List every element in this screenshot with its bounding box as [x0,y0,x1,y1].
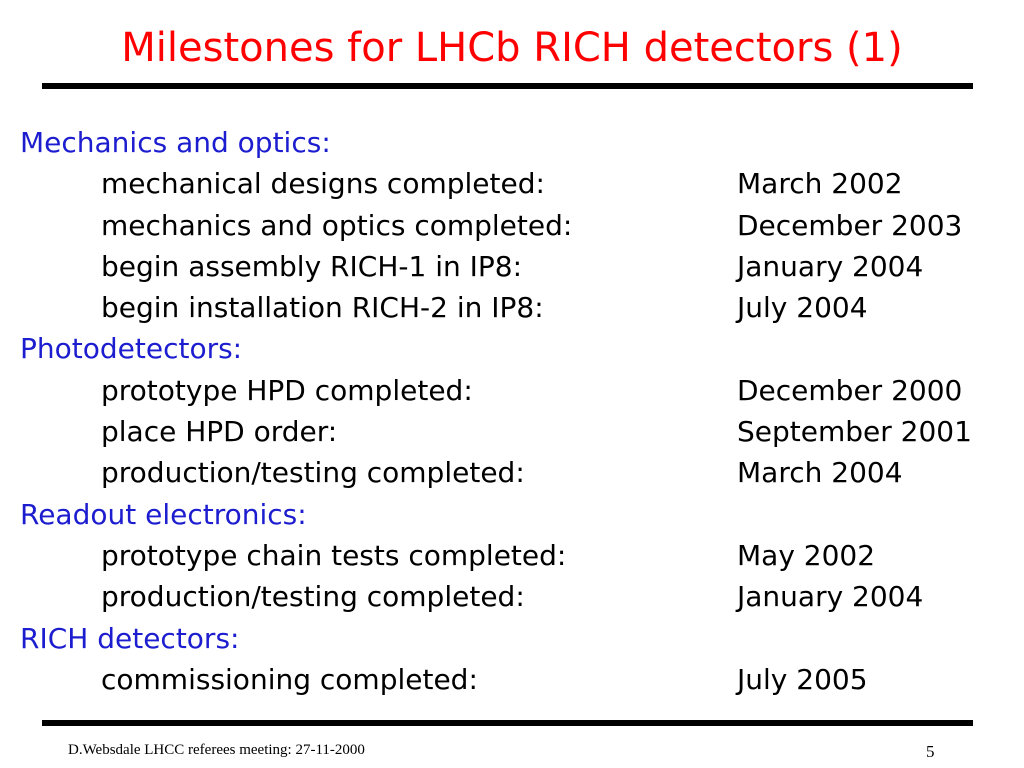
milestone-date: September 2001 [737,415,972,449]
milestone-label: production/testing completed: [101,580,525,614]
milestone-row [20,535,1020,576]
milestone-row [20,163,1020,204]
section-heading-rich-detectors: RICH detectors: [20,621,240,655]
milestone-date: March 2002 [737,167,903,201]
milestone-label: prototype chain tests completed: [101,538,567,572]
milestone-date: January 2004 [737,580,924,614]
milestone-row [20,411,1020,452]
milestone-label: begin assembly RICH-1 in IP8: [101,249,523,283]
milestone-label: mechanical designs completed: [101,167,545,201]
milestone-date: March 2004 [737,456,903,490]
page-number: 5 [926,742,935,761]
section-heading-photodetectors: Photodetectors: [20,332,243,366]
milestone-row [20,576,1020,617]
footer-meeting-text: D.Websdale LHCC referees meeting: 27-11-2000 [68,742,365,758]
footer-divider [42,720,973,726]
title-divider [42,83,973,89]
milestone-date: January 2004 [737,249,924,283]
milestone-row [20,370,1020,411]
milestone-date: December 2003 [737,208,963,242]
milestone-label: begin installation RICH-2 in IP8: [101,291,544,325]
section-heading-readout-electronics: Readout electronics: [20,497,307,531]
milestone-row [20,205,1020,246]
milestone-date: July 2005 [737,662,868,696]
milestone-label: production/testing completed: [101,456,525,490]
milestone-row [20,659,1020,700]
milestone-label: mechanics and optics completed: [101,208,573,242]
milestone-list [20,122,1020,700]
milestone-label: prototype HPD completed: [101,373,473,407]
milestone-row [20,452,1020,493]
slide-title: Milestones for LHCb RICH detectors (1) [121,25,903,71]
milestone-row [20,287,1020,328]
milestone-label: place HPD order: [101,415,338,449]
milestone-date: December 2000 [737,373,963,407]
milestone-date: May 2002 [737,538,876,572]
milestone-date: July 2004 [737,291,868,325]
section-heading-mechanics-optics: Mechanics and optics: [20,126,331,159]
milestone-label: commissioning completed: [101,662,478,696]
milestone-row [20,246,1020,287]
